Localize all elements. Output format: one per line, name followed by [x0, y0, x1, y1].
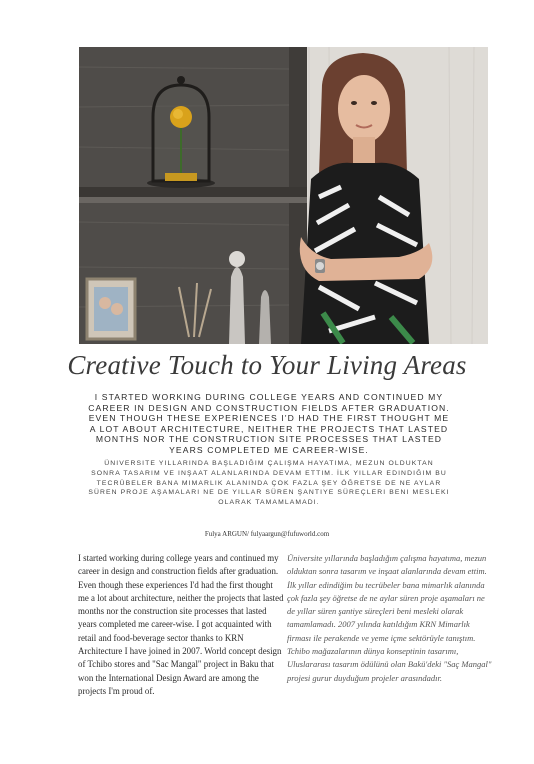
body-column-tr: Üniversite yıllarında başladığım çalışma hayatıma, mezun olduktan sonra tasarım ve inşaat alanlarında devam ettim. İlk yıllar edindiğim bu tecrübeler bana mimarlık alanında çok fazla şey öğretse de ne aylar süren proje aşamaları ne de yıllar süren şantiye süreçleri beni mesleki olarak tamamlamadı. 2007 yılında katıldığım KRN Mimarlık firması ile perakende ve yeme içme sektörüyle tanıştım. Tchibo mağazalarının dünya konseptinin tasarımı, Uluslararası tasarım ödülünü olan Bakü'deki "Saç Mangal" projesi gurur duyduğum projeler arasındadır. [287, 553, 492, 683]
body-column-en: I started working during college years and continued my career in design and construction fields after graduation. Even though these experiences I'd had the first thought me a lot about architecture, neither the projects that lasted months nor the construction site processes that lasted years completed me career-wise. I got acquainted with retail and food-beverage sector thanks to KRN Architecture I have joined in 2007. World concept design of Tchibo stores and "Sac Mangal" project in Baku that won the International Design Award are among the projects I'm proud of. [78, 553, 284, 696]
author-byline: Fulya ARGUN/ fulyaargun@fufuworld.com [204, 530, 330, 538]
article-title: Creative Touch to Your Living Areas [67, 350, 467, 380]
intro-paragraph-tr: ÜNIVERSITE YILLARINDA BAŞLADIĞIM ÇALIŞMA HAYATIMA, MEZUN OLDUKTAN SONRA TASARIM VE INŞAAT ALANLARINDA DEVAM ETTIM. İLK YILLAR EDINDIĞIM BU TECRÜBELER BANA MIMARLIK ALANINDA ÇOK FAZLA ŞEY ÖĞRETSE DE NE AYLAR SÜREN PROJE AŞAMALARI NE DE YILLAR SÜREN ŞANTIYE SÜREÇLERI BENI MESLEKI OLARAK TAMAMLAMADI. [88, 460, 450, 507]
intro-paragraph-en: I STARTED WORKING DURING COLLEGE YEARS AND CONTINUED MY CAREER IN DESIGN AND CONSTRUCTION FIELDS AFTER GRADUATION. EVEN THOUGH THESE EXPERIENCES I'D HAD THE FIRST THOUGHT ME A LOT ABOUT ARCHITECTURE, NEITHER THE PROJECTS THAT LASTED MONTHS NOR THE CONSTRUCTION SITE PROCESSES THAT LASTED YEARS COMPLETED ME CAREER-WISE. [88, 392, 450, 455]
portrait-photo [79, 47, 488, 344]
